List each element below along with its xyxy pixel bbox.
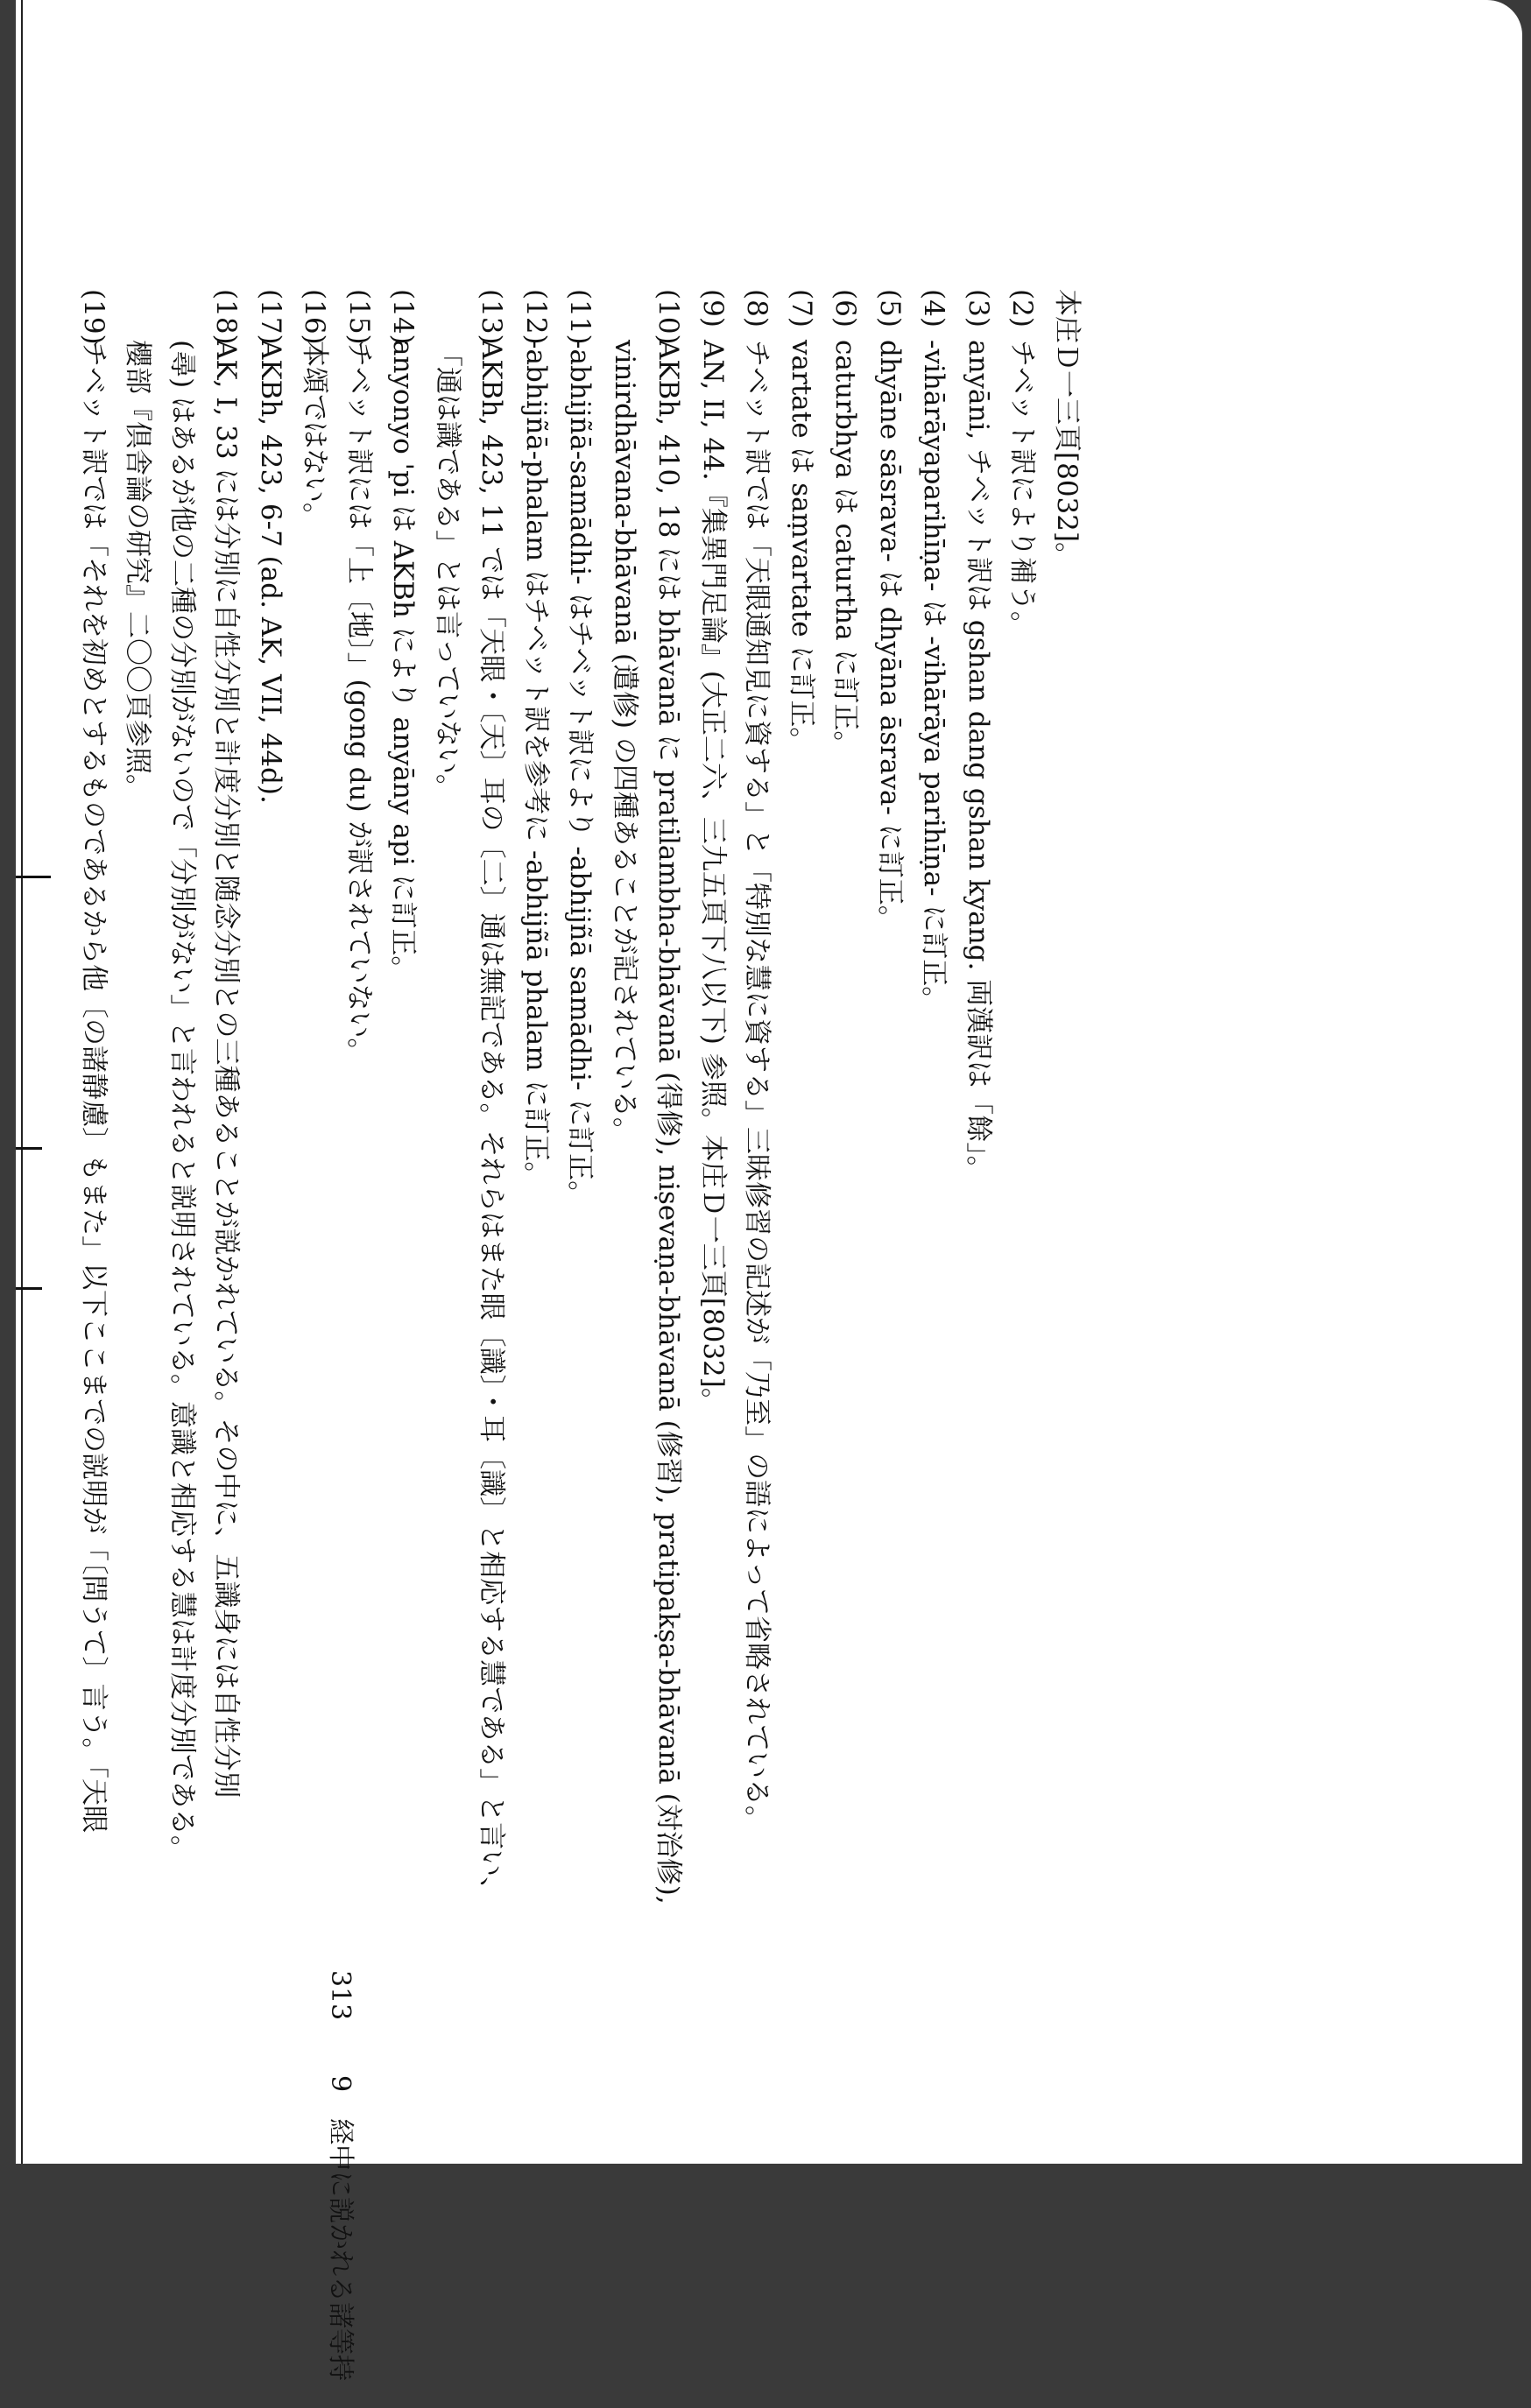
running-section-title: 9 経中に説かれる諸等持	[325, 2075, 356, 2382]
note-number: (17)	[255, 289, 286, 345]
note-text: チベット訳では「それを初めとするものであるから他〔の諸静慮〕もまた」以下ここまでの説明が「〔問うて〕言う。「天眼	[78, 340, 109, 1833]
note-number: (18)	[210, 289, 243, 345]
note-line	[912, 289, 956, 1935]
note-line	[72, 289, 116, 1935]
note-number: (7)	[786, 289, 817, 327]
note-continuation	[160, 289, 205, 1935]
note-line	[293, 289, 337, 1935]
note-text: AKBh, 410, 18 には bhāvanā に pratilambha-bhāvanā (得修), niṣevaṇa-bhāvanā (修習), pratipakṣa-bhāvanā (対治修),	[653, 340, 685, 1905]
note-number: (15)	[343, 289, 375, 345]
note-text: -abhijñā-phalam はチベット訳を参考に -abhijñā phalam に訂正。	[520, 340, 552, 1189]
note-line	[249, 289, 293, 1935]
note-line	[381, 289, 426, 1935]
note-line	[735, 289, 780, 1935]
note-line	[1000, 289, 1045, 1935]
note-continuation	[116, 289, 160, 1935]
page-footer	[322, 1970, 357, 2408]
note-text: (尋) はあるが他の二種の分別がないので「分別がない」と言われると説明されている。意識と相応する慧は計度分別である。	[166, 340, 198, 1863]
note-number: (8)	[741, 289, 773, 327]
note-line	[469, 289, 514, 1935]
note-text: チベット訳には「上〔地〕」(gong du) が訳されていない。	[343, 340, 375, 1066]
endnotes	[78, 289, 1089, 1935]
note-text: チベット訳では「天眼通知見に資する」と「特別な慧に資する」三昧修習の記述が「乃至」の語によって省略されている。	[741, 340, 773, 1833]
note-line	[956, 289, 1001, 1935]
page-number: 313	[325, 1970, 356, 2021]
note-number: (14)	[387, 289, 420, 345]
binding-edge	[21, 0, 23, 2164]
note-line	[823, 289, 868, 1935]
note-text: -abhijñā-samādhi- はチベット訳により -abhijñā samādhi- に訂正。	[564, 340, 596, 1208]
scan-mark	[16, 876, 51, 878]
note-line	[337, 289, 382, 1935]
note-number: (4)	[918, 289, 950, 327]
note-text: AKBh, 423, 6-7 (ad. AK, VII, 44d).	[255, 340, 286, 804]
note-line	[514, 289, 559, 1935]
note-text: AKBh, 423, 11 では「天眼・〔天〕耳の〔二〕通は無記である。それらはまた眼〔識〕・耳〔識〕と相応する慧である」と言い、	[476, 340, 508, 1905]
note-number: (6)	[829, 289, 862, 327]
document-page	[16, 0, 1522, 2382]
note-text: AN, II, 44.『集異門足論』(大正二六、三九五頁下八以下) 参照。本庄Ｄ一三頁[8032]。	[697, 340, 729, 1415]
note-number: (2)	[1006, 289, 1039, 327]
note-text: 本庄Ｄ一三頁[8032]。	[1051, 289, 1083, 570]
note-text: vinirdhāvana-bhāvanā (遣修) の四種あることが記されている。	[609, 340, 640, 1144]
note-number: (12)	[520, 289, 552, 345]
note-text: チベット訳により補う。	[1006, 340, 1039, 638]
note-number: (13)	[476, 289, 508, 345]
note-number: (19)	[78, 289, 109, 345]
note-text: caturbhya は caturtha に訂正。	[829, 340, 862, 758]
note-number: (10)	[653, 289, 685, 345]
note-line	[646, 289, 691, 1935]
note-number: (3)	[963, 289, 994, 327]
note-line	[558, 289, 603, 1935]
scan-mark	[16, 1147, 42, 1150]
note-text: anyāni, チベット訳は gshan dang gshan kyang. 両漢訳は「餘」。	[963, 340, 994, 1183]
note-line	[868, 289, 913, 1935]
note-text: 「通は識である」とは言っていない。	[432, 340, 463, 801]
note-text: 櫻部『倶舎論の研究』二〇〇頁参照。	[122, 340, 154, 801]
note-number: (9)	[697, 289, 729, 327]
scan-mark	[16, 1287, 42, 1290]
note-text: -vihārāyaparihīṇa- は -vihārāya parihīṇa- に訂正。	[918, 340, 950, 1014]
note-line	[780, 289, 824, 1935]
note-line	[691, 289, 736, 1935]
note-text: vartate は saṃvartate に訂正。	[786, 340, 817, 755]
note-text: 本頌ではない。	[299, 340, 331, 530]
note-number: (5)	[874, 289, 906, 327]
note-text: AK, I, 33 には分別に自性分別と計度分別と随念分別との三種あることが説かれている。その中に、五識身には自性分別	[210, 340, 243, 1799]
note-continuation	[603, 289, 647, 1935]
note-line	[204, 289, 249, 1935]
note-continuation	[426, 289, 470, 1935]
note-number: (11)	[564, 289, 596, 345]
note-line	[1045, 289, 1090, 1935]
note-number: (16)	[299, 289, 331, 345]
note-text: anyonyo 'pi は AKBh により anyāny api に訂正。	[387, 340, 420, 983]
note-text: dhyāne sāsrava- は dhyāna āsrava- に訂正。	[874, 340, 906, 933]
